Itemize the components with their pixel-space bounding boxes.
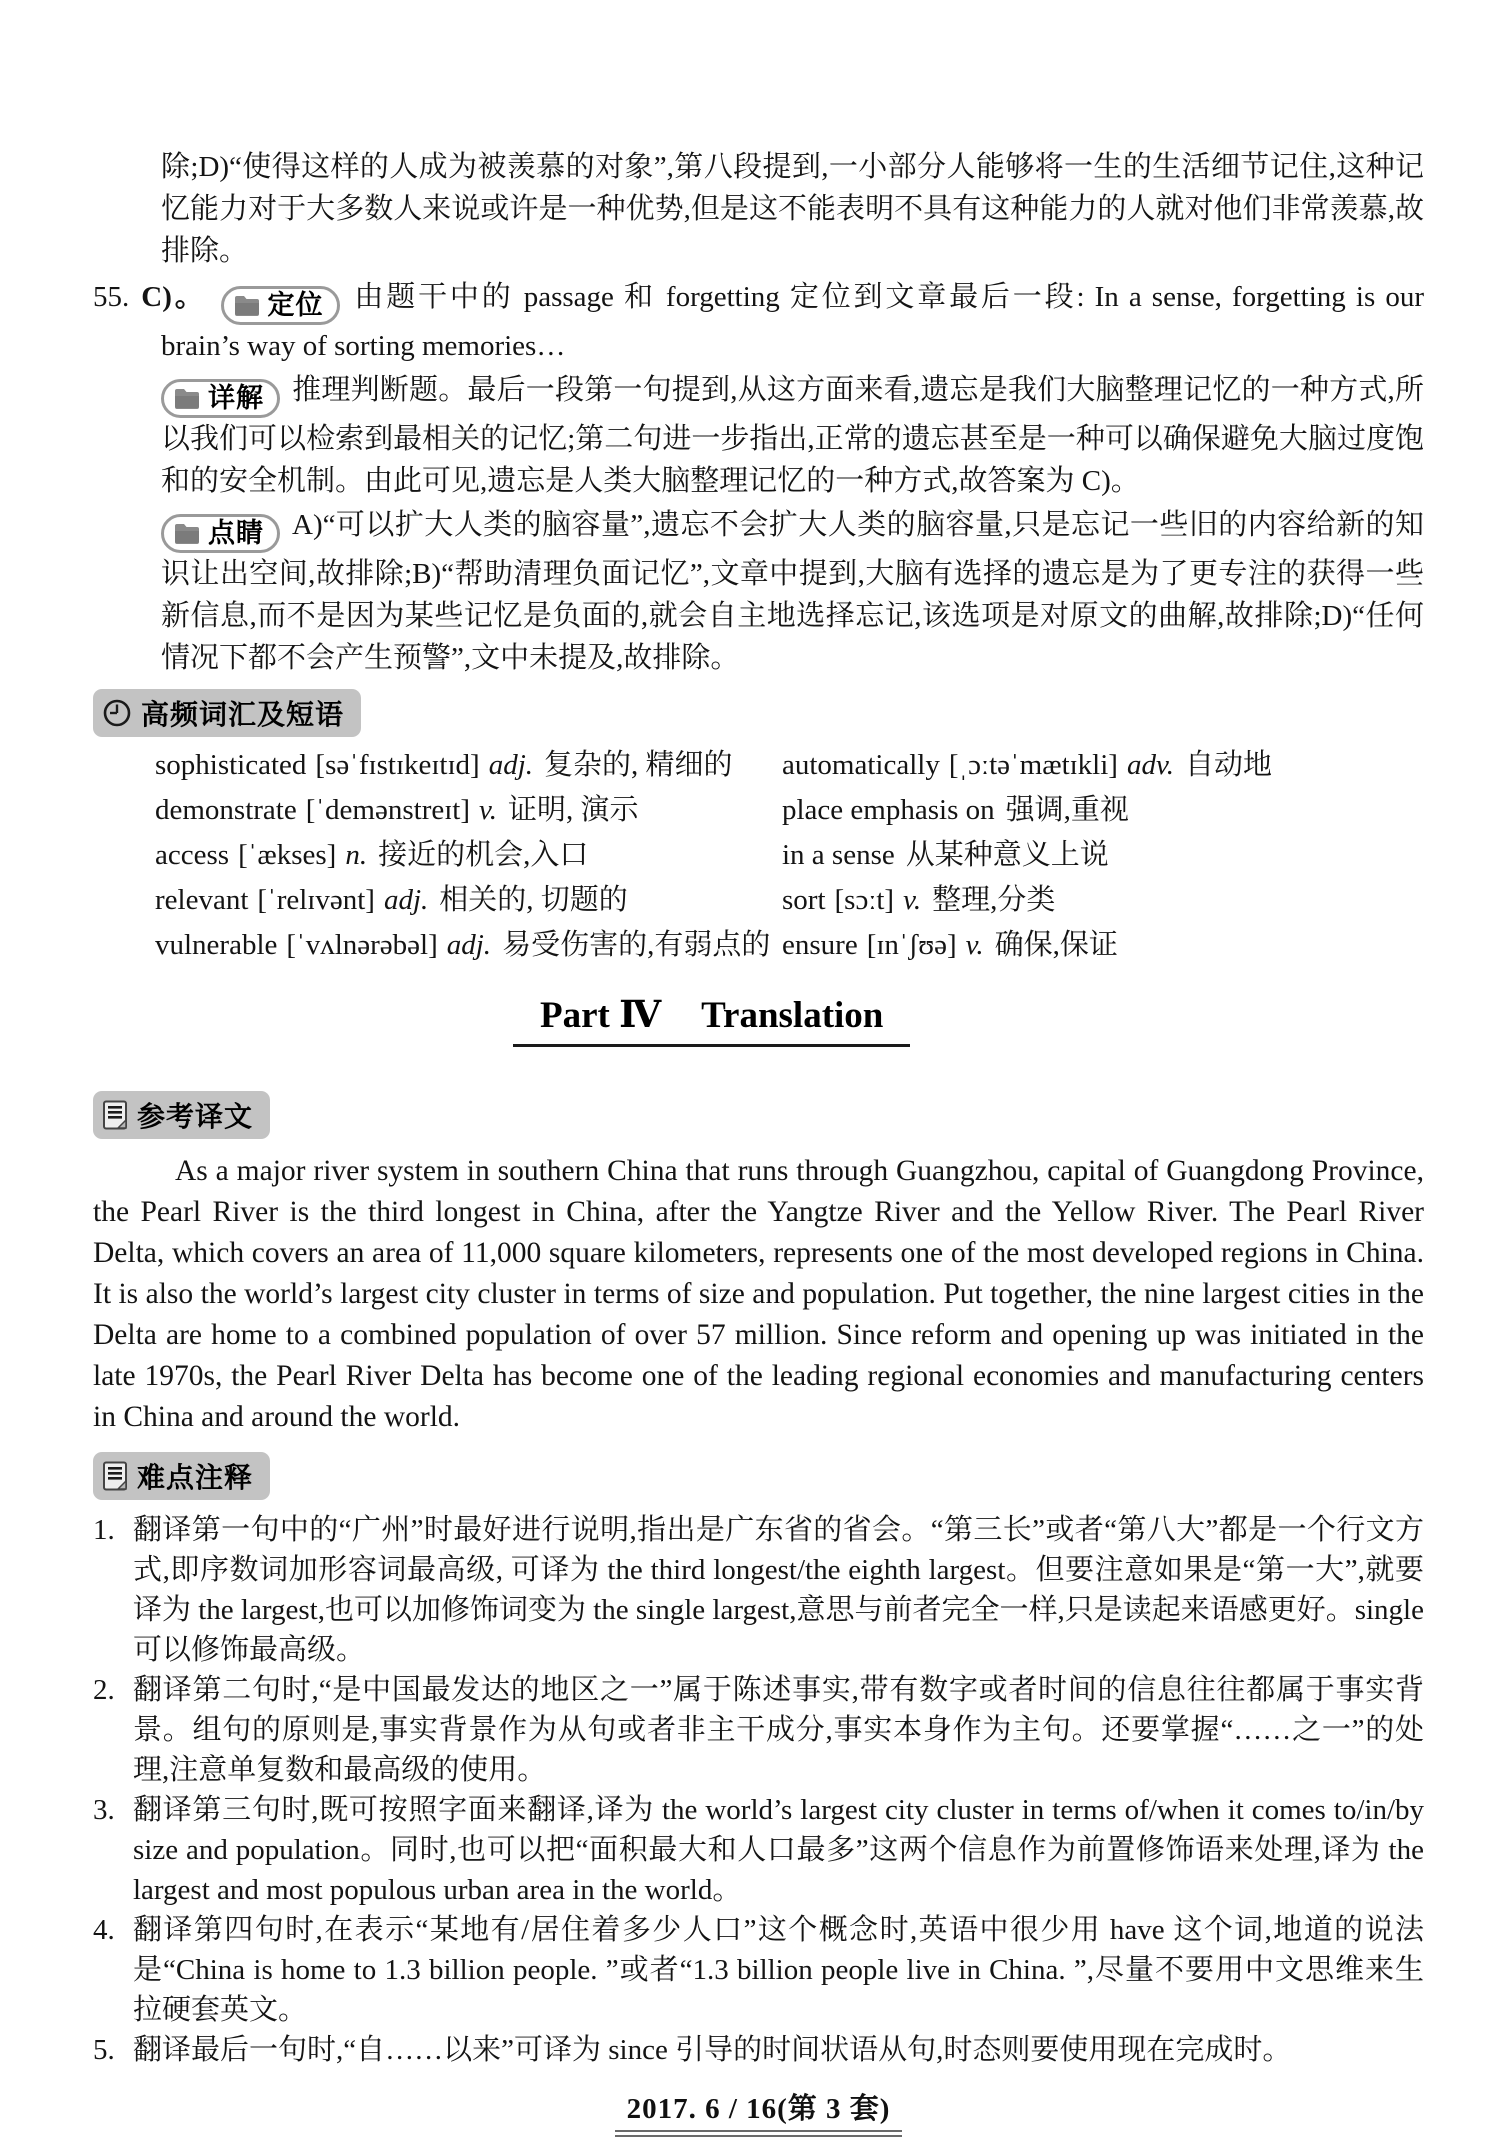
vocab-entry: [782, 788, 1424, 833]
vocab-phonetic: [sɔːt]: [834, 884, 895, 916]
folder-icon: [233, 295, 261, 316]
page-footer: [93, 2086, 1424, 2137]
vocab-entry: [155, 923, 782, 968]
note-item: [93, 1910, 1424, 2030]
note-text: 翻译最后一句时,“自……以来”可译为 since 引导的时间状语从句,时态则要使用现在完成时。: [133, 2034, 1292, 2066]
notes-section-header-row: [93, 1452, 1424, 1500]
translation-section-header-row: [93, 1091, 1424, 1139]
vocab-entry: [782, 743, 1424, 788]
page-footer-text: 2017. 6 / 16(第 3 套): [615, 2086, 903, 2137]
detail-badge: [161, 379, 280, 418]
note-number: 5.: [93, 2034, 115, 2066]
note-item: [93, 1790, 1424, 1910]
vocab-word: relevant: [155, 884, 249, 916]
vocab-section-header: [93, 689, 361, 737]
vocab-phonetic: [ˈrelɪvənt]: [257, 884, 375, 916]
note-item: [93, 1670, 1424, 1790]
part-label: Part Ⅳ: [540, 995, 662, 1036]
vocab-entry: [782, 923, 1424, 968]
vocab-word: automatically: [782, 749, 940, 781]
vocab-phonetic: [səˈfɪstɪkeɪtɪd]: [315, 749, 480, 781]
note-number: 2.: [93, 1674, 115, 1706]
vocab-phonetic: [ˈdemənstreɪt]: [305, 794, 470, 826]
vocab-word: ensure: [782, 929, 858, 961]
vocab-meaning: 证明, 演示: [507, 794, 639, 826]
vocab-word: in a sense: [782, 839, 895, 871]
vocab-meaning: 确保,保证: [994, 929, 1118, 961]
vocab-entry: [155, 743, 782, 788]
vocab-meaning: 易受伤害的,有弱点的: [502, 929, 771, 961]
note-item: [93, 2030, 1424, 2070]
tip-badge-label: 点睛: [208, 518, 264, 548]
locate-text: 由题干中的 passage 和 forgetting 定位到文章最后一段: In a sense, forgetting is our brain’s way of sorting memories…: [161, 281, 1424, 362]
vocab-pos: v.: [965, 929, 984, 961]
notes-section-title: 难点注释: [137, 1462, 254, 1493]
notes-list: [93, 1510, 1424, 2070]
question-55-tip: [161, 504, 1424, 679]
part-name: Translation: [701, 995, 884, 1036]
continuation-paragraph: 除;D)“使得这样的人成为被羡慕的对象”,第八段提到,一小部分人能够将一生的生活细节记住,这种记忆能力对于大多数人来说或许是一种优势,但是这不能表明不具有这种能力的人就对他们非常羡慕,故排除。: [161, 151, 1424, 267]
question-55-locate: [93, 276, 1424, 367]
vocab-entry: [782, 833, 1424, 878]
vocab-pos: adv.: [1126, 749, 1174, 781]
folder-icon: [173, 523, 201, 544]
vocab-column-left: [155, 743, 782, 968]
vocab-phonetic: [ˌɔːtəˈmætɪkli]: [948, 749, 1118, 781]
vocab-word: access: [155, 839, 230, 871]
locate-badge-label: 定位: [267, 290, 324, 320]
vocab-entry: [782, 878, 1424, 923]
note-item: [93, 1510, 1424, 1670]
detail-badge-label: 详解: [208, 383, 264, 413]
notes-section-header: [93, 1452, 270, 1500]
vocab-entry: [155, 788, 782, 833]
vocab-pos: adj.: [488, 749, 534, 781]
vocab-pos: adj.: [446, 929, 492, 961]
vocab-pos: n.: [345, 839, 368, 871]
note-text: 翻译第一句中的“广州”时最好进行说明,指出是广东省的省会。“第三长”或者“第八大”都是一个行文方式,即序数词加形容词最高级, 可译为 the third longest/the eighth largest。但要注意如果是“第一大”,就要译为 the largest,也可以加修饰词变为 the single largest,意思与前者完全一样,只是读起来语感更好。single 可以修饰最高级。: [133, 1514, 1424, 1666]
vocab-column-right: [782, 743, 1424, 968]
vocab-word: sort: [782, 884, 826, 916]
note-text: 翻译第三句时,既可按照字面来翻译,译为 the world’s largest city cluster in terms of/when it comes to/in/by size and population。同时,也可以把“面积最大和人口最多”这两个信息作为前置修饰语来处理,译为 the largest and most populous urban area in the world。: [133, 1794, 1424, 1906]
vocab-pos: adj.: [383, 884, 429, 916]
question-number: 55.: [93, 281, 130, 313]
document-icon: [102, 1461, 128, 1491]
vocab-word: vulnerable: [155, 929, 278, 961]
detail-text: 推理判断题。最后一段第一句提到,从这方面来看,遗忘是我们大脑整理记忆的一种方式,所以我们可以检索到最相关的记忆;第二句进一步指出,正常的遗忘甚至是一种可以确保避免大脑过度饱和的安全机制。由此可见,遗忘是人类大脑整理记忆的一种方式,故答案为 C)。: [161, 374, 1424, 497]
vocab-meaning: 相关的, 切题的: [439, 884, 628, 916]
translation-section-header: [93, 1091, 270, 1139]
vocab-meaning: 整理,分类: [932, 884, 1056, 916]
vocab-entry: [155, 833, 782, 878]
locate-badge: [221, 286, 340, 325]
question-answer: C)。: [141, 281, 207, 313]
note-number: 4.: [93, 1914, 115, 1946]
vocab-pos: v.: [903, 884, 922, 916]
part-title: [513, 990, 910, 1047]
vocab-phonetic: [ˈækses]: [238, 839, 337, 871]
folder-icon: [173, 388, 201, 409]
vocab-section-header-row: [93, 689, 1424, 737]
vocab-entry: [155, 878, 782, 923]
vocab-word: place emphasis on: [782, 794, 995, 826]
reference-translation-paragraph: As a major river system in southern China that runs through Guangzhou, capital of Guangdong Province, the Pearl River is the third longest in China, after the Yangtze River and the Yellow River. The Pearl River Delta, which covers an area of 11,000 square kilometers, represents one of the most developed regions in China. It is also the world’s largest city cluster in terms of size and population. Put together, the nine largest cities in the Delta are home to a combined population of over 57 million. Since reform and opening up was initiated in the late 1970s, the Pearl River Delta has become one of the leading regional economies and manufacturing centers in China and around the world.: [93, 1155, 1424, 1433]
vocab-phonetic: [ɪnˈʃʊə]: [866, 929, 957, 961]
vocab-pos: v.: [479, 794, 497, 826]
vocab-word: demonstrate: [155, 794, 297, 826]
tip-text: A)“可以扩大人类的脑容量”,遗忘不会扩大人类的脑容量,只是忘记一些旧的内容给新的知识让出空间,故排除;B)“帮助清理负面记忆”,文章中提到,大脑有选择的遗忘是为了更专注的获得一些新信息,而不是因为某些记忆是负面的,就会自主地选择忘记,该选项是对原文的曲解,故排除;D)“任何情况下都不会产生预警”,文中未提及,故排除。: [161, 509, 1424, 674]
question-55-detail: [161, 369, 1424, 502]
vocab-list: [93, 743, 1424, 968]
vocab-meaning: 接近的机会,入口: [378, 839, 589, 871]
note-number: 3.: [93, 1794, 115, 1826]
vocab-phonetic: [ˈvʌlnərəbəl]: [286, 929, 438, 961]
vocab-meaning: 复杂的, 精细的: [544, 749, 733, 781]
vocab-section-title: 高频词汇及短语: [141, 699, 345, 730]
note-text: 翻译第四句时,在表示“某地有/居住着多少人口”这个概念时,英语中很少用 have 这个词,地道的说法是“China is home to 1.3 billion people. ”或者“1.3 billion people live in China. ”,尽量不要用中文思维来生拉硬套英文。: [133, 1914, 1424, 2026]
tip-badge: [161, 514, 280, 553]
vocab-word: sophisticated: [155, 749, 307, 781]
clock-icon: [102, 698, 132, 728]
document-icon: [102, 1100, 128, 1130]
vocab-meaning: 自动地: [1184, 749, 1272, 781]
vocab-meaning: 强调,重视: [1005, 794, 1129, 826]
translation-section-title: 参考译文: [137, 1101, 254, 1132]
vocab-meaning: 从某种意义上说: [905, 839, 1109, 871]
note-text: 翻译第二句时,“是中国最发达的地区之一”属于陈述事实,带有数字或者时间的信息往往都属于事实背景。组句的原则是,事实背景作为从句或者非主干成分,事实本身作为主句。还要掌握“……之一”的处理,注意单复数和最高级的使用。: [133, 1674, 1424, 1786]
note-number: 1.: [93, 1514, 115, 1546]
